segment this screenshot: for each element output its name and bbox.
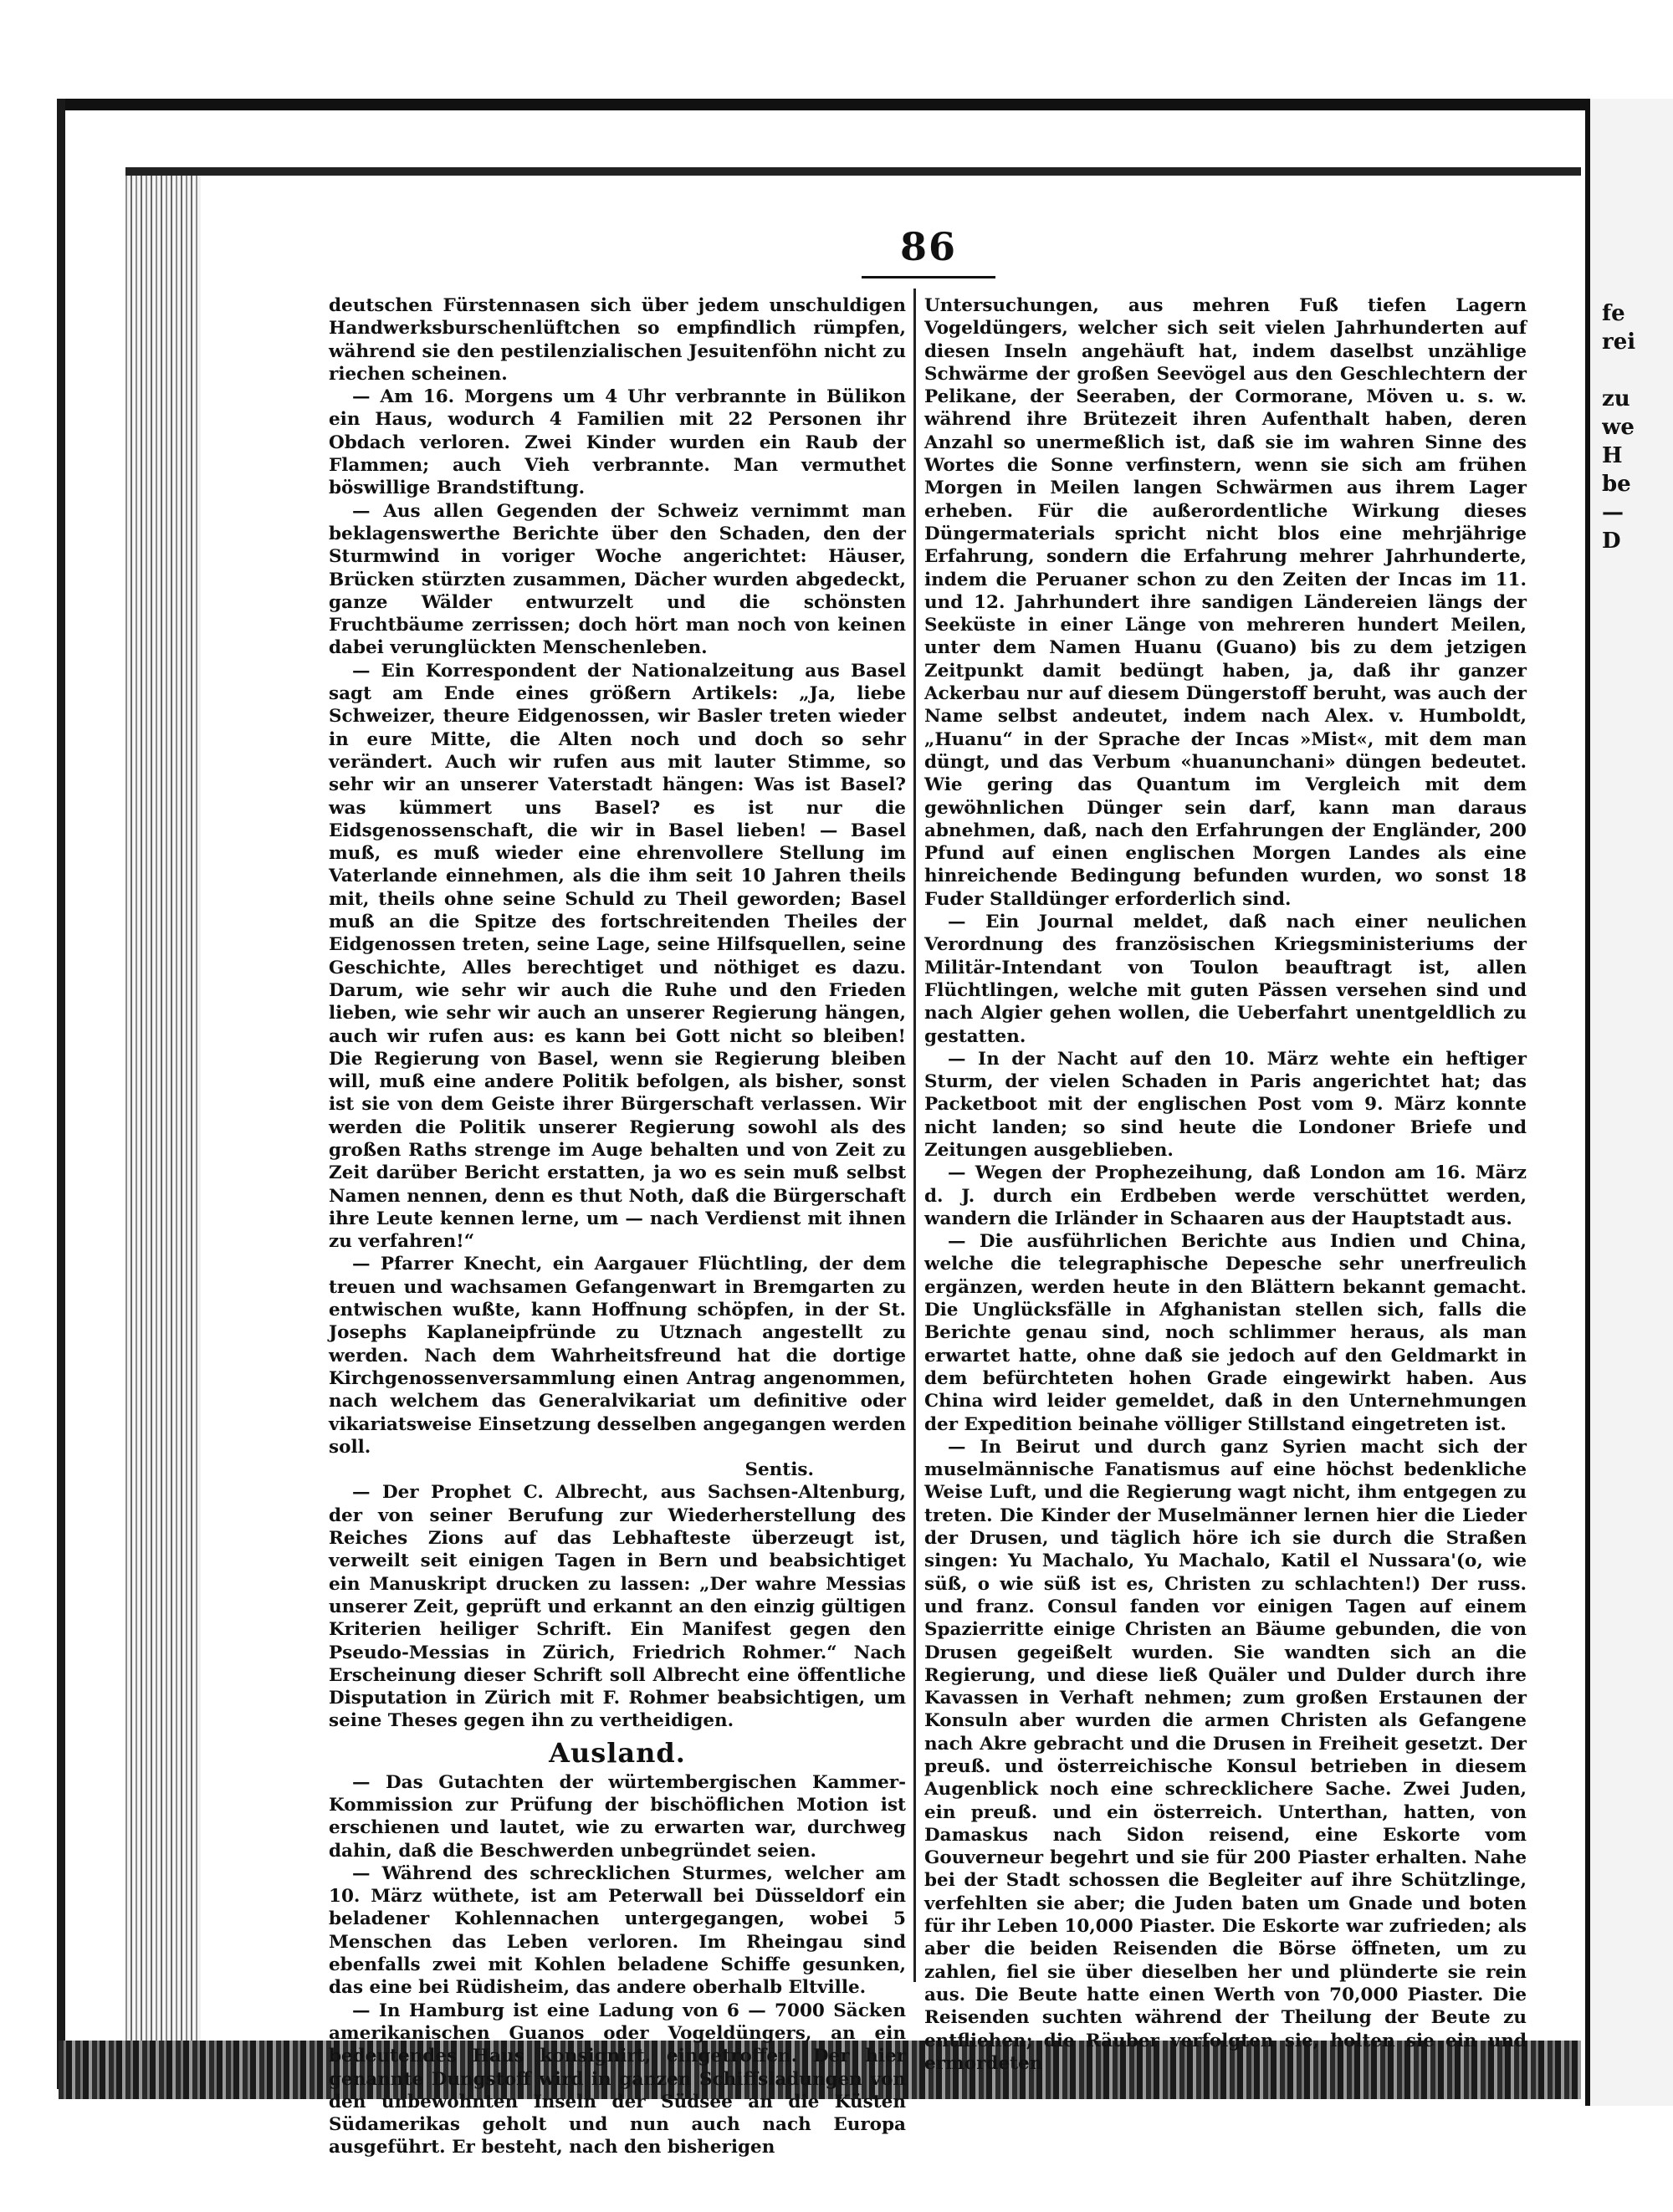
left-column — [329, 294, 906, 2159]
adjacent-page-text: fe rei zu we H be — D — [1602, 301, 1636, 554]
adjacent-page-sliver — [1585, 99, 1673, 2106]
article-paragraph: deutschen Fürstennasen sich über jedem unschuldigen Handwerksburschenlüftchen so empfindlich rümpfen, während sie den pestilenzialischen Jesuitenföhn nicht zu riechen scheinen. — [329, 295, 906, 385]
book-page-edges — [125, 176, 201, 2041]
article-paragraph: — Ein Korrespondent der Nationalzeitung aus Basel sagt am Ende eines größern Artikels: „Ja, liebe Schweizer, theure Eidgenossen, wir Basler treten wieder in eure Mitte, die Alten noch und doch so sehr verändert. Auch wir rufen aus mit lauter Stimme, so sehr wir an unserer Vaterstadt hängen: Was ist Basel? was kümmert uns Basel? es ist nur die Eidsgenossenschaft, die wir in Basel lieben! — Basel muß, es muß wieder eine ehrenvollere Stellung im Vaterlande einnehmen, als die ihm seit 10 Jahren theils mit, theils ohne seine Schuld zu Theil geworden; Basel muß an die Spitze des fortschreitenden Theiles der Eidgenossen treten, seine Lage, seine Hilfsquellen, seine Geschichte, Alles berechtiget und nöthiget es dazu. Darum, wie sehr wir auch die Ruhe und den Frieden lieben, wie sehr wir auch an unserer Regierung hängen, auch wir rufen aus: es kann bei Gott nicht so bleiben! Die Regierung von Basel, wenn sie Regierung bleiben will, muß eine andere Politik befolgen, als bisher, sonst ist sie von dem Geiste ihrer Bürgerschaft verlassen. Wir werden die Politik unserer Regierung sowohl als des großen Raths strenge im Auge behalten und von Zeit zu Zeit darüber Bericht erstatten, ja wo es sein muß selbst Namen nennen, denn es thut Noth, daß die Bürgerschaft ihre Leute kennen lerne, um — nach Verdienst mit ihnen zu verfahren!“ — [329, 660, 906, 1253]
article-paragraph: — Pfarrer Knecht, ein Aargauer Flüchtling, der dem treuen und wachsamen Gefangenwart in Bremgarten zu entwischen wußte, kann Hoffnung schöpfen, in der St. Josephs Kaplaneipfründe zu Utznach angestellt zu werden. Nach dem Wahrheitsfreund hat die dortige Kirchgenossenversammlung einen Antrag angenommen, nach welchem das Generalvikariat um definitive oder vikariatsweise Einsetzung desselben angegangen werden soll. — [329, 1254, 906, 1458]
article-paragraph: — Ein Journal meldet, daß nach einer neulichen Verordnung des französischen Kriegsministeriums der Militär-Intendant von Toulon beauftragt ist, allen Flüchtlingen, welche mit guten Pässen versehen sind und nach Algier gehen wollen, die Ueberfahrt unentgeldlich zu gestatten. — [924, 912, 1527, 1047]
scan-border-top — [59, 99, 1614, 110]
article-paragraph: — Aus allen Gegenden der Schweiz vernimmt man beklagenswerthe Berichte über den Schaden, den der Sturmwind in voriger Woche angerichtet: Häuser, Brücken stürzten zusammen, Dächer wurden abgedeckt, ganze Wälder entwurzelt und die schönsten Fruchtbäume zerrissen; doch hört man noch von keinen dabei verunglückten Menschenleben. — [329, 500, 906, 659]
article-paragraph: — In Hamburg ist eine Ladung von 6 — 7000 Säcken amerikanischen Guanos oder Vogeldüngers, an ein bedeutendes Haus konsignirt, eingetroffen. Der hier genannte Dungstoff wird in ganzen Schiffsladungen von den unbewohnten Inseln der Südsee an die Küsten Südamerikas geholt und nun auch nach Europa ausgeführt. Er besteht, nach den bisherigen — [329, 2000, 906, 2158]
column-divider — [913, 289, 916, 1982]
article-paragraph: — Das Gutachten der würtembergischen Kammer-Kommission zur Prüfung der bischöflichen Motion ist erschienen und lautet, wie zu erwarten war, durchweg dahin, daß die Beschwerden unbegründet seien. — [329, 1771, 906, 1862]
page-top-edge — [125, 167, 1581, 176]
scan-border-left — [57, 99, 65, 2089]
right-column — [924, 294, 1527, 2075]
article-signature: Sentis. — [744, 1459, 814, 1481]
section-heading-ausland: Ausland. — [549, 1736, 686, 1769]
article-paragraph: — Während des schrecklichen Sturmes, welcher am 10. März wüthete, ist am Peterwall bei Düsseldorf ein beladener Kohlennachen untergegangen, wobei 5 Menschen das Leben verloren. Im Rheingau sind ebenfalls zwei mit Kohlen beladene Schiffe gesunken, das eine bei Rüdisheim, das andere oberhalb Eltville. — [329, 1862, 906, 1999]
article-paragraph: — In Beirut und durch ganz Syrien macht sich der muselmännische Fanatismus auf eine höchst bedenkliche Weise Luft, und die Regierung wagt nicht, ihm entgegen zu treten. Die Kinder der Muselmänner lernen hier die Lieder der Drusen, und täglich höre ich sie durch die Straßen singen: Yu Machalo, Yu Machalo, Katil el Nussara'(o, wie süß, o wie süß ist es, Christen zu schlachten!) Der russ. und franz. Consul fanden vor einigen Tagen auf einem Spazierritte einige Christen an Bäume gebunden, die von Drusen gegeißelt wurden. Sie wandten sich an die Regierung, und diese ließ Quäler und Dulder durch ihre Kavassen in Verhaft nehmen; zum großen Erstaunen der Konsuln aber wurden die armen Christen als Gefangene nach Akre gebracht und die Drusen in Freiheit gesetzt. Der preuß. und österreichische Konsul betrieben in diesem Augenblick noch eine schrecklichere Sache. Zwei Juden, ein preuß. und ein österreich. Unterthan, hatten, von Damaskus nach Sidon reisend, eine Eskorte vom Gouverneur begehrt und sie für 200 Piaster erhalten. Nahe bei der Stadt schossen die Begleiter auf ihre Schützlinge, verfehlten sie aber; die Juden baten um Gnade und boten für ihr Leben 10,000 Piaster. Die Eskorte war zufrieden; als aber die beiden Reisenden die Börse öffneten, um zu zahlen, fiel sie über dieselben her und plünderte sie rein aus. Die Beute hatte einen Werth von 70,000 Piaster. Die Reisenden suchten während der Theilung der Beute zu entfliehen; die Räuber verfolgten sie, holten sie ein und ermordeten — [924, 1436, 1527, 2074]
article-paragraph: — Wegen der Prophezeihung, daß London am 16. März d. J. durch ein Erdbeben werde verschüttet werden, wandern die Irländer in Schaaren aus der Hauptstadt aus. — [924, 1162, 1527, 1229]
article-paragraph: Untersuchungen, aus mehren Fuß tiefen Lagern Vogeldüngers, welcher sich seit vielen Jahrhunderten auf diesen Inseln angehäuft hat, indem daselbst unzählige Schwärme der großen Seevögel aus den Geschlechtern der Pelikane, der Seeraben, der Cormorane, Möven u. s. w. während ihre Brütezeit ihren Aufenthalt haben, deren Anzahl so unermeßlich ist, daß sie im wahren Sinne des Wortes die Sonne verfinstern, wenn sie sich am frühen Morgen in Meilen langen Schwärmen aus ihrem Lager erheben. Für die außerordentliche Wirkung dieses Düngermaterials spricht nicht blos eine mehrjährige Erfahrung, sondern die Erfahrung mehrer Jahrhunderte, indem die Peruaner schon zu den Zeiten der Incas im 11. und 12. Jahrhundert ihre sandigen Ländereien längs der Seeküste in einer Länge von mehreren hundert Meilen, unter dem Namen Huanu (Guano) bis zu dem jetzigen Zeitpunkt damit bedüngt haben, ja, daß ihr ganzer Ackerbau nur auf diesem Düngerstoff beruht, was auch der Name selbst andeutet, indem nach Alex. v. Humboldt, „Huanu“ in der Sprache der Incas »Mist«, mit dem man düngt, und das Verbum «huanunchani» düngen bedeutet. Wie gering das Quantum im Vergleich mit dem gewöhnlichen Dünger sein darf, kann man daraus abnehmen, daß, nach den Erfahrungen der Engländer, 200 Pfund auf einen englischen Morgen Landes als eine hinreichende Bedingung befunden wurden, wo sonst 18 Fuder Stalldünger erforderlich sind. — [924, 295, 1527, 910]
page-number: 86 — [899, 224, 957, 269]
article-paragraph: — Am 16. Morgens um 4 Uhr verbrannte in Bülikon ein Haus, wodurch 4 Familien mit 22 Personen ihr Obdach verloren. Zwei Kinder wurden ein Raub der Flammen; auch Vieh verbrannte. Man vermuthet böswillige Brandstiftung. — [329, 386, 906, 499]
article-paragraph: — Die ausführlichen Berichte aus Indien und China, welche die telegraphische Depesche sehr unerfreulich ergänzen, werden heute in den Blättern bekannt gemacht. Die Unglücksfälle in Afghanistan stellen sich, falls die Berichte genau sind, noch schlimmer heraus, als man erwartet hatte, ohne daß sie jedoch auf den Geldmarkt in dem befürchteten hohen Grade eingewirkt haben. Aus China wird leider gemeldet, daß in den Unternehmungen der Expedition beinahe völliger Stillstand eingetreten ist. — [924, 1231, 1527, 1435]
article-paragraph: — Der Prophet C. Albrecht, aus Sachsen-Altenburg, der von seiner Berufung zur Wiederherstellung des Reiches Zions auf das Lebhafteste überzeugt ist, verweilt seit einigen Tagen in Bern und beabsichtiget ein Manuskript drucken zu lassen: „Der wahre Messias unserer Zeit, geprüft und erkannt an den einzig gültigen Kriterien heiliger Schrift. Ein Manifest gegen den Pseudo-Messias in Zürich, Friedrich Rohmer.“ Nach Erscheinung dieser Schrift soll Albrecht eine öffentliche Disputation in Zürich mit F. Rohmer beabsichtigen, um seine Theses gegen ihn zu vertheidigen. — [329, 1482, 906, 1732]
article-paragraph: — In der Nacht auf den 10. März wehte ein heftiger Sturm, der vielen Schaden in Paris angerichtet hat; das Packetboot mit der englischen Post vom 9. März konnte nicht landen; so sind heute die Londoner Briefe und Zeitungen ausgeblieben. — [924, 1048, 1527, 1161]
page-number-rule — [862, 276, 995, 278]
